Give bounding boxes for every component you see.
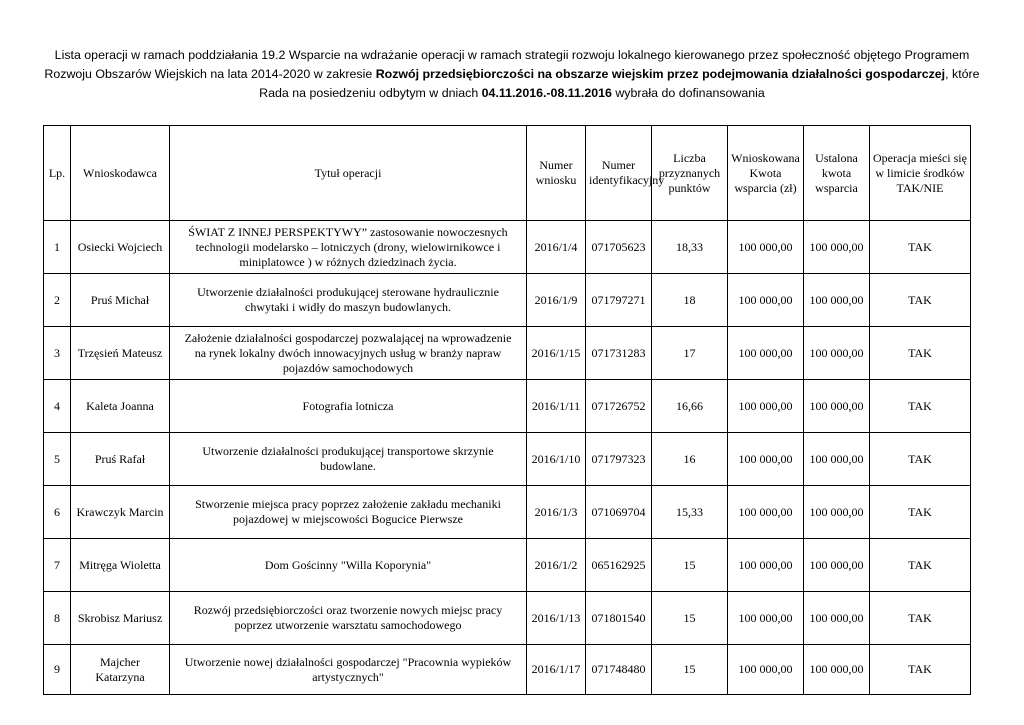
heading-text-1: Lista operacji w ramach poddziałania 19.2 Wsparcie na wdrażanie operacji w ramach strategii rozwoju lokalnego kierowanego przez społeczność objętego Programem Rozwoju Obszarów Wiejskich na lata 2014-2020 w zakresie	[44, 48, 970, 81]
header-title: Tytuł operacji	[170, 126, 527, 221]
cell-lp: 8	[44, 592, 71, 645]
header-identification-number: Numer identyfikacyjny	[586, 126, 652, 221]
cell-title: Fotografia lotnicza	[170, 380, 527, 433]
cell-within-limit: TAK	[870, 274, 971, 327]
cell-set-amount: 100 000,00	[804, 433, 870, 486]
cell-points: 15,33	[652, 486, 728, 539]
cell-applicant: Mitręga Wioletta	[71, 539, 170, 592]
heading-text-3: wybrała do dofinansowania	[611, 86, 765, 100]
cell-set-amount: 100 000,00	[804, 539, 870, 592]
cell-lp: 5	[44, 433, 71, 486]
cell-requested-amount: 100 000,00	[728, 327, 804, 380]
cell-points: 15	[652, 592, 728, 645]
cell-set-amount: 100 000,00	[804, 327, 870, 380]
cell-applicant: Kaleta Joanna	[71, 380, 170, 433]
cell-requested-amount: 100 000,00	[728, 221, 804, 274]
cell-requested-amount: 100 000,00	[728, 592, 804, 645]
cell-title: Założenie działalności gospodarczej pozwalającej na wprowadzenie na rynek lokalny dwóch innowacyjnych usług w branży napraw pojazdów samochodowych	[170, 327, 527, 380]
cell-requested-amount: 100 000,00	[728, 433, 804, 486]
cell-within-limit: TAK	[870, 592, 971, 645]
cell-identification-number: 071726752	[586, 380, 652, 433]
cell-set-amount: 100 000,00	[804, 221, 870, 274]
header-row	[44, 126, 971, 221]
cell-applicant: Osiecki Wojciech	[71, 221, 170, 274]
cell-requested-amount: 100 000,00	[728, 486, 804, 539]
cell-points: 15	[652, 539, 728, 592]
cell-applicant: Pruś Michał	[71, 274, 170, 327]
cell-title: Utworzenie działalności produkującej sterowane hydraulicznie chwytaki i widły do maszyn budowlanych.	[170, 274, 527, 327]
table-row	[44, 645, 971, 695]
cell-identification-number: 071069704	[586, 486, 652, 539]
cell-points: 18	[652, 274, 728, 327]
cell-points: 16,66	[652, 380, 728, 433]
cell-within-limit: TAK	[870, 380, 971, 433]
cell-points: 15	[652, 645, 728, 695]
cell-application-number: 2016/1/13	[527, 592, 586, 645]
cell-application-number: 2016/1/9	[527, 274, 586, 327]
cell-requested-amount: 100 000,00	[728, 380, 804, 433]
cell-points: 17	[652, 327, 728, 380]
header-points: Liczba przyznanych punktów	[652, 126, 728, 221]
header-lp: Lp.	[44, 126, 71, 221]
cell-applicant: Pruś Rafał	[71, 433, 170, 486]
cell-within-limit: TAK	[870, 327, 971, 380]
cell-within-limit: TAK	[870, 486, 971, 539]
cell-within-limit: TAK	[870, 539, 971, 592]
cell-set-amount: 100 000,00	[804, 592, 870, 645]
header-requested-amount: Wnioskowana Kwota wsparcia (zł)	[728, 126, 804, 221]
heading-dates: 04.11.2016.-08.11.2016	[481, 86, 612, 100]
table-row	[44, 433, 971, 486]
cell-lp: 1	[44, 221, 71, 274]
cell-set-amount: 100 000,00	[804, 380, 870, 433]
cell-title: Utworzenie działalności produkującej transportowe skrzynie budowlane.	[170, 433, 527, 486]
cell-applicant: Majcher Katarzyna	[71, 645, 170, 695]
table-row	[44, 486, 971, 539]
heading-text-2: , które Rada na posiedzeniu odbytym w dniach	[259, 67, 980, 100]
cell-application-number: 2016/1/10	[527, 433, 586, 486]
cell-identification-number: 071801540	[586, 592, 652, 645]
cell-lp: 3	[44, 327, 71, 380]
cell-lp: 2	[44, 274, 71, 327]
operations-table	[43, 125, 971, 695]
cell-applicant: Trzęsień Mateusz	[71, 327, 170, 380]
cell-requested-amount: 100 000,00	[728, 274, 804, 327]
cell-title: Utworzenie nowej działalności gospodarczej "Pracownia wypieków artystycznych"	[170, 645, 527, 695]
document-heading	[40, 46, 984, 103]
cell-title: ŚWIAT Z INNEJ PERSPEKTYWY” zastosowanie nowoczesnych technologii modelarsko – lotniczych (drony, wielowirnikowce i miniplatowce ) w różnych dziedzinach życia.	[170, 221, 527, 274]
header-application-number: Numer wniosku	[527, 126, 586, 221]
cell-points: 16	[652, 433, 728, 486]
cell-lp: 9	[44, 645, 71, 695]
cell-application-number: 2016/1/15	[527, 327, 586, 380]
heading-scope: Rozwój przedsiębiorczości na obszarze wiejskim przez podejmowania działalności gospodarczej	[375, 67, 946, 81]
table-row	[44, 327, 971, 380]
cell-application-number: 2016/1/11	[527, 380, 586, 433]
header-set-amount: Ustalona kwota wsparcia	[804, 126, 870, 221]
table-row	[44, 539, 971, 592]
table-row	[44, 274, 971, 327]
cell-application-number: 2016/1/2	[527, 539, 586, 592]
cell-requested-amount: 100 000,00	[728, 539, 804, 592]
cell-lp: 6	[44, 486, 71, 539]
cell-lp: 7	[44, 539, 71, 592]
cell-points: 18,33	[652, 221, 728, 274]
cell-applicant: Krawczyk Marcin	[71, 486, 170, 539]
cell-within-limit: TAK	[870, 645, 971, 695]
cell-applicant: Skrobisz Mariusz	[71, 592, 170, 645]
table-row	[44, 380, 971, 433]
cell-lp: 4	[44, 380, 71, 433]
cell-set-amount: 100 000,00	[804, 486, 870, 539]
cell-set-amount: 100 000,00	[804, 274, 870, 327]
cell-identification-number: 071748480	[586, 645, 652, 695]
table-row	[44, 592, 971, 645]
header-within-limit: Operacja mieści się w limicie środków TAK/NIE	[870, 126, 971, 221]
table-row	[44, 221, 971, 274]
cell-application-number: 2016/1/3	[527, 486, 586, 539]
header-applicant: Wnioskodawca	[71, 126, 170, 221]
cell-identification-number: 071731283	[586, 327, 652, 380]
cell-within-limit: TAK	[870, 221, 971, 274]
cell-requested-amount: 100 000,00	[728, 645, 804, 695]
cell-title: Dom Gościnny "Willa Koporynia"	[170, 539, 527, 592]
cell-title: Stworzenie miejsca pracy poprzez założenie zakładu mechaniki pojazdowej w miejscowości Bogucice Pierwsze	[170, 486, 527, 539]
cell-identification-number: 071705623	[586, 221, 652, 274]
cell-title: Rozwój przedsiębiorczości oraz tworzenie nowych miejsc pracy poprzez utworzenie warsztatu samochodowego	[170, 592, 527, 645]
cell-application-number: 2016/1/4	[527, 221, 586, 274]
table-body	[44, 221, 971, 695]
table-header	[44, 126, 971, 221]
cell-identification-number: 071797323	[586, 433, 652, 486]
cell-within-limit: TAK	[870, 433, 971, 486]
cell-set-amount: 100 000,00	[804, 645, 870, 695]
cell-identification-number: 065162925	[586, 539, 652, 592]
cell-identification-number: 071797271	[586, 274, 652, 327]
cell-application-number: 2016/1/17	[527, 645, 586, 695]
